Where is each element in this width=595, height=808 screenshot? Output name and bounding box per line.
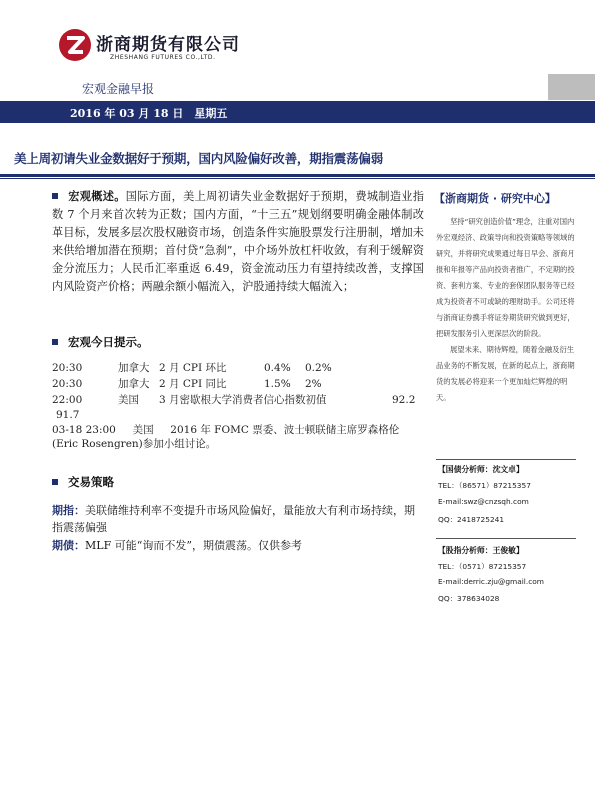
analyst-name: 【股指分析师：王俊敏】	[438, 546, 524, 555]
square-bullet-icon	[52, 339, 58, 345]
company-logo	[58, 28, 92, 62]
strategy-heading: 交易策略	[52, 474, 114, 490]
strategy-key: 期指：	[52, 504, 85, 517]
headline-rule	[0, 174, 595, 177]
strategy-key: 期债：	[52, 539, 85, 552]
header-grey-block	[548, 74, 595, 100]
calendar-row-extra	[52, 423, 424, 451]
calendar-time: 03-18 23:00	[52, 424, 116, 436]
calendar-forecast: 0.2%	[305, 362, 332, 374]
calendar-country: 美国	[132, 424, 154, 436]
square-bullet-icon	[52, 479, 58, 485]
calendar-previous: 92.2	[392, 394, 416, 406]
calendar-country: 加拿大	[118, 362, 150, 374]
calendar-forecast: 2%	[305, 378, 322, 390]
analyst-email: E-mail:swz@cnzsqh.com	[438, 497, 529, 506]
strategy-item	[52, 502, 424, 536]
calendar-time: 22:00	[52, 394, 83, 406]
sidebar-paragraph: 展望未来、期待辉煌，随着金融及衍生品业务的不断发展，在新的起点上，浙商期货的发展必将迎来一个更加灿烂辉煌的明天。	[436, 345, 575, 402]
square-bullet-icon	[52, 193, 58, 199]
calendar-event: 3 月密歇根大学消费者信心指数初值	[159, 394, 327, 406]
overview-paragraph	[52, 188, 424, 296]
company-name-en: ZHESHANG FUTURES CO.,LTD.	[110, 54, 216, 61]
sidebar-divider	[436, 459, 576, 460]
sidebar-title: 【浙商期货 · 研究中心】	[434, 192, 556, 205]
calendar-previous: 0.4%	[264, 362, 291, 374]
headline-rule-thin	[0, 178, 595, 179]
sidebar-divider	[436, 538, 576, 539]
calendar-country: 美国	[118, 394, 139, 406]
sidebar-paragraph: 坚持“研究创造价值”理念，注重对国内外宏观经济、政策导向和投资策略等领域的研究，并将研究成果通过每日早会、浙商月报和年报等产品向投资者推广，不定期的投资、套利方案、专业的套保团队服务等已经成为投资者不可或缺的理财助手。公司还将与浙商证券携手将证券期货研究做到更好，把研发服务引入更深层次的阶段。	[436, 217, 575, 338]
calendar-heading: 宏观今日提示。	[52, 334, 149, 350]
overview-section	[52, 188, 424, 296]
analyst-name: 【国债分析师：沈文卓】	[438, 465, 524, 474]
overview-label: 宏观概述。	[68, 190, 126, 203]
overview-text: 国际方面，美上周初请失业金数据好于预期，费城制造业指数 7 个月来首次转为正数；国内方面，“十三五”规划纲要明确金融体制改革目标，发展多层次股权融资市场，创造条件实施股票发行注册制，增加未来供给增加潜在预期；首付贷“急刹”，中介场外放杠杆收敛，有利于缓解资金分流压力；人民币汇率重返 6.49，资金流动压力有望持续改善，支撑国内风险资产价格；两融余额小幅流入，沪股通持续大幅流入；	[52, 190, 424, 293]
analyst-qq: QQ：2418725241	[438, 515, 505, 524]
strategy-text: 美联储维持利率不变提升市场风险偏好，量能放大有利市场持续，期指震荡偏强	[52, 504, 415, 534]
calendar-time: 20:30	[52, 378, 83, 390]
calendar-event: 2 月 CPI 环比	[159, 362, 227, 374]
strategy-text: MLF 可能“询而不发”，期债震荡。仅供参考	[85, 539, 302, 552]
calendar-event: 2016 年 FOMC 票委、波士顿联储主席罗森格伦(Eric Rosengren)参加小组讨论。	[52, 424, 400, 450]
analyst-email: E-mail:derric.zju@gmail.com	[438, 577, 544, 586]
strategy-item	[52, 537, 424, 554]
sidebar-text	[436, 214, 576, 406]
report-type: 宏观金融早报	[82, 82, 155, 96]
calendar-previous: 1.5%	[264, 378, 291, 390]
analyst-qq: QQ：378634028	[438, 594, 500, 603]
analyst-tel: TEL：（0571）87215357	[438, 562, 527, 571]
calendar-country: 加拿大	[118, 378, 150, 390]
headline: 美上周初请失业金数据好于预期，国内风险偏好改善，期指震荡偏弱	[14, 151, 384, 166]
company-name-cn: 浙商期货有限公司	[96, 35, 240, 55]
report-date: 2016 年 03 月 18 日 星期五	[70, 107, 228, 120]
calendar-event: 2 月 CPI 同比	[159, 378, 227, 390]
calendar-time: 20:30	[52, 362, 83, 374]
calendar-forecast: 91.7	[56, 409, 80, 421]
analyst-tel: TEL：（86571）87215357	[438, 481, 531, 490]
